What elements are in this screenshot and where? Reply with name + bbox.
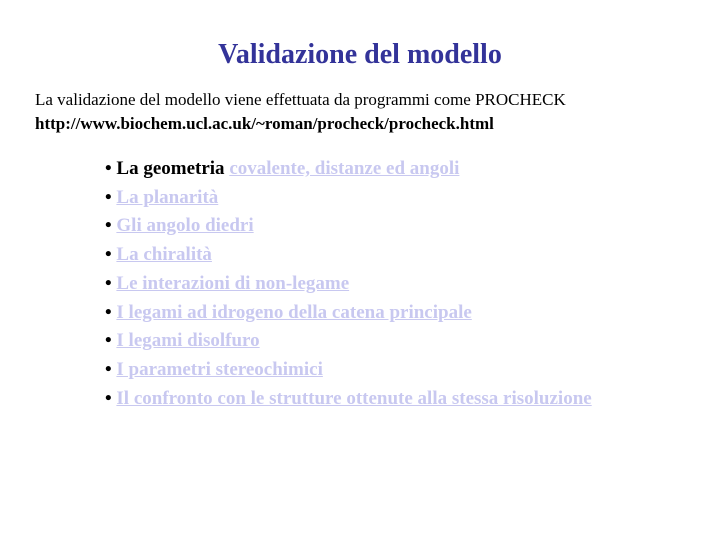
list-item bbox=[105, 184, 645, 213]
validation-criteria-list bbox=[105, 155, 645, 413]
link-stereochemical-parameters[interactable]: I parametri stereochimici bbox=[116, 358, 323, 380]
link-disulfide-bonds[interactable]: I legami disolfuro bbox=[116, 330, 260, 352]
link-covalent-geometry[interactable]: covalente, distanze ed angoli bbox=[229, 158, 460, 179]
link-non-bonded-interactions[interactable]: Le interazioni di non-legame bbox=[116, 272, 350, 294]
list-item bbox=[105, 270, 645, 299]
bullet-symbol: • bbox=[105, 244, 117, 266]
bullet-symbol: • bbox=[105, 158, 117, 179]
bullet-symbol: • bbox=[105, 387, 117, 409]
bullet-symbol: • bbox=[105, 186, 117, 208]
bullet-symbol: • bbox=[105, 358, 117, 380]
link-dihedral-angles[interactable]: Gli angolo diedri bbox=[116, 215, 254, 237]
link-planarity[interactable]: La planarità bbox=[116, 186, 219, 208]
list-item bbox=[105, 212, 645, 241]
list-item bbox=[105, 385, 645, 414]
bullet-symbol: • bbox=[105, 330, 117, 352]
bullet-symbol: • bbox=[105, 272, 117, 294]
list-item bbox=[105, 356, 645, 385]
link-main-chain-hbonds[interactable]: I legami ad idrogeno della catena principale bbox=[116, 301, 472, 323]
bullet-symbol: • bbox=[105, 301, 117, 323]
list-item bbox=[105, 299, 645, 328]
link-chirality[interactable]: La chiralità bbox=[116, 244, 212, 266]
intro-text: La validazione del modello viene effettuata da programmi come PROCHECK bbox=[35, 90, 566, 109]
bullet-symbol: • bbox=[105, 215, 117, 237]
intro-block bbox=[35, 88, 705, 136]
list-item bbox=[105, 241, 645, 270]
procheck-url: http://www.biochem.ucl.ac.uk/~roman/procheck/procheck.html bbox=[35, 114, 494, 133]
link-resolution-comparison[interactable]: Il confronto con le strutture ottenute alla stessa risoluzione bbox=[116, 387, 592, 409]
item-lead-text: La geometria bbox=[116, 158, 230, 179]
page-title: Validazione del modello bbox=[218, 38, 502, 70]
list-item bbox=[105, 155, 645, 184]
list-item bbox=[105, 327, 645, 356]
